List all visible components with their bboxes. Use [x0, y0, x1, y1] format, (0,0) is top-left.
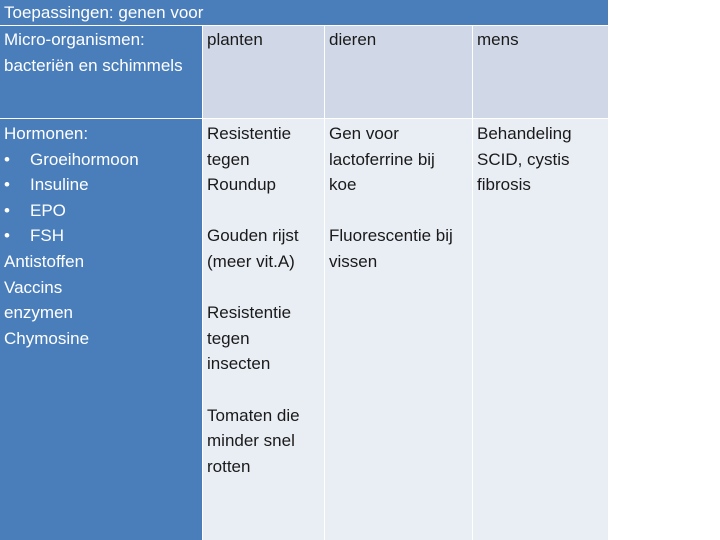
- list-item: • Groeihormoon: [4, 149, 139, 169]
- humans-applications: [473, 119, 608, 540]
- animal-application-lactoferrin: Gen voor lactoferrine bij koe: [329, 124, 435, 195]
- animal-application-fluorescence: Fluorescentie bij vissen: [329, 226, 453, 271]
- header-micro-organisms: [0, 26, 202, 118]
- animals-applications: [325, 119, 472, 540]
- plant-application-insects: Resistentie tegen insecten: [207, 303, 292, 374]
- header-micro-organisms-line-2: bacteriën en schimmels: [4, 55, 183, 75]
- plant-application-roundup: Resistentie tegen Roundup: [207, 124, 292, 195]
- list-item: • FSH: [4, 226, 64, 246]
- hormones-heading: Hormonen:: [4, 124, 89, 143]
- header-plants: planten: [203, 26, 324, 118]
- vaccines-item: Vaccins: [4, 277, 63, 297]
- plant-application-tomatoes: Tomaten die minder snel rotten: [207, 405, 300, 476]
- header-micro-organisms-line-1: Micro-organismen:: [4, 30, 145, 49]
- header-animals: dieren: [325, 26, 472, 118]
- table-title: Toepassingen: genen voor: [0, 0, 608, 25]
- micro-organisms-applications: [0, 119, 202, 540]
- chymosin-item: Chymosine: [4, 328, 90, 348]
- plant-application-golden-rice: Gouden rijst (meer vit.A): [207, 226, 299, 271]
- antibodies-item: Antistoffen: [4, 251, 85, 271]
- list-item: • EPO: [4, 200, 66, 220]
- human-application-treatment: Behandeling SCID, cystis fibrosis: [477, 124, 572, 195]
- list-item: • Insuline: [4, 175, 89, 195]
- hormones-list: [4, 147, 198, 249]
- header-humans: mens: [473, 26, 608, 118]
- enzymes-item: enzymen: [4, 303, 73, 323]
- plants-applications: [203, 119, 324, 540]
